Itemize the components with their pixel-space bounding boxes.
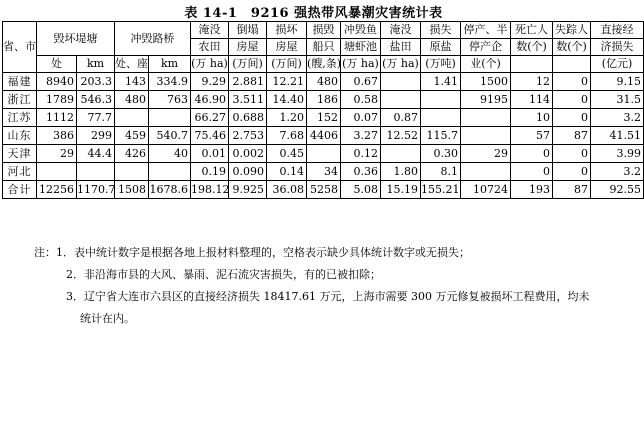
row-province: 合计 — [3, 181, 37, 199]
table-cell: 12 — [511, 73, 553, 91]
table-cell: 87 — [553, 127, 591, 145]
table-cell — [115, 109, 149, 127]
table-cell: 0 — [511, 145, 553, 163]
header-dike: 毁坏堤塘 — [37, 22, 115, 56]
table-cell: 0.002 — [229, 145, 267, 163]
header-dike-count: 处 — [37, 56, 77, 73]
row-province: 福建 — [3, 73, 37, 91]
table-row — [3, 163, 644, 181]
header-salt-loss-3: (万吨) — [421, 56, 461, 73]
table-cell: 0.688 — [229, 109, 267, 127]
header-missing-1: 失踪人 — [553, 22, 591, 39]
table-cell: 12256 — [37, 181, 77, 199]
table-cell — [77, 163, 115, 181]
table-cell: 46.90 — [191, 91, 229, 109]
table-cell: 114 — [511, 91, 553, 109]
table-cell: 299 — [77, 127, 115, 145]
table-cell — [461, 163, 511, 181]
table-cell: 9.15 — [591, 73, 644, 91]
table-cell: 193 — [511, 181, 553, 199]
note-1: 注：1．表中统计数字是根据各地上报材料整理的，空格表示缺少具体统计数字或无损失； — [34, 246, 470, 259]
table-cell: 29 — [37, 145, 77, 163]
table-cell — [149, 163, 191, 181]
table-cell: 540.7 — [149, 127, 191, 145]
table-cell: 1.41 — [421, 73, 461, 91]
table-cell: 92.55 — [591, 181, 644, 199]
table-cell: 480 — [307, 73, 341, 91]
header-bridge-count: 处、座 — [115, 56, 149, 73]
header-damaged-ships-3: (艘,条) — [307, 56, 341, 73]
table-cell: 3.2 — [591, 163, 644, 181]
header-damaged-houses-2: 房屋 — [267, 39, 307, 56]
table-cell: 203.3 — [77, 73, 115, 91]
header-collapsed-houses-3: (万间) — [229, 56, 267, 73]
table-cell: 0.87 — [381, 109, 421, 127]
table-cell — [381, 73, 421, 91]
table-cell: 0 — [553, 145, 591, 163]
table-cell: 10 — [511, 109, 553, 127]
table-cell — [149, 109, 191, 127]
table-cell: 57 — [511, 127, 553, 145]
table-cell: 2.753 — [229, 127, 267, 145]
header-flooded-farmland-3: (万 ha) — [191, 56, 229, 73]
table-cell: 77.7 — [77, 109, 115, 127]
header-bridge: 冲毁路桥 — [115, 22, 191, 56]
header-dike-km: km — [77, 56, 115, 73]
header-salt-loss-1: 损失 — [421, 22, 461, 39]
table-cell: 5.08 — [341, 181, 381, 199]
table-cell: 12.21 — [267, 73, 307, 91]
table-cell: 1500 — [461, 73, 511, 91]
table-row — [3, 145, 644, 163]
table-cell: 66.27 — [191, 109, 229, 127]
statistics-table-container — [2, 21, 644, 199]
header-damaged-houses-1: 损坏 — [267, 22, 307, 39]
table-cell — [421, 91, 461, 109]
table-cell: 334.9 — [149, 73, 191, 91]
table-cell: 152 — [307, 109, 341, 127]
note-2: 2．非沿海市县的大风、暴雨、泥石流灾害损失，有的已被扣除； — [66, 268, 381, 281]
table-row — [3, 91, 644, 109]
table-cell: 44.4 — [77, 145, 115, 163]
table-cell: 9195 — [461, 91, 511, 109]
header-salt-fields-2: 盐田 — [381, 39, 421, 56]
table-cell: 0.58 — [341, 91, 381, 109]
table-cell: 29 — [461, 145, 511, 163]
header-econ-loss-2: 济损失 — [591, 39, 644, 56]
table-cell: 10724 — [461, 181, 511, 199]
table-cell: 12.52 — [381, 127, 421, 145]
table-cell — [461, 109, 511, 127]
table-cell: 1112 — [37, 109, 77, 127]
table-cell: 34 — [307, 163, 341, 181]
table-cell: 0.36 — [341, 163, 381, 181]
table-cell — [381, 145, 421, 163]
header-flooded-farmland-1: 淹没 — [191, 22, 229, 39]
table-cell: 9.925 — [229, 181, 267, 199]
table-cell: 0 — [553, 73, 591, 91]
table-cell: 36.08 — [267, 181, 307, 199]
table-row — [3, 109, 644, 127]
note-3: 3．辽宁省大连市六县区的直接经济损失 18417.61 万元，上海市需要 300 万元修复被损坏工程费用，均未 — [66, 290, 590, 303]
table-cell: 0 — [553, 91, 591, 109]
header-flooded-farmland-2: 农田 — [191, 39, 229, 56]
table-cell: 0.12 — [341, 145, 381, 163]
row-province: 浙江 — [3, 91, 37, 109]
header-enterprises-3: 业(个) — [461, 56, 511, 73]
table-cell: 0 — [511, 163, 553, 181]
note-3-cont: 统计在内。 — [80, 312, 135, 325]
table-cell — [115, 163, 149, 181]
table-cell: 1789 — [37, 91, 77, 109]
table-cell: 3.511 — [229, 91, 267, 109]
row-province: 河北 — [3, 163, 37, 181]
row-province: 天津 — [3, 145, 37, 163]
table-cell: 8.1 — [421, 163, 461, 181]
notes — [34, 242, 624, 330]
table-row — [3, 73, 644, 91]
table-cell — [421, 109, 461, 127]
table-cell: 1.80 — [381, 163, 421, 181]
header-fish-ponds-2: 塘虾池 — [341, 39, 381, 56]
table-cell: 2.881 — [229, 73, 267, 91]
table-cell — [307, 145, 341, 163]
table-cell: 546.3 — [77, 91, 115, 109]
header-deaths-1: 死亡人 — [511, 22, 553, 39]
header-collapsed-houses-1: 倒塌 — [229, 22, 267, 39]
table-cell: 0.30 — [421, 145, 461, 163]
header-damaged-ships-2: 船只 — [307, 39, 341, 56]
header-salt-fields-1: 淹没 — [381, 22, 421, 39]
header-collapsed-houses-2: 房屋 — [229, 39, 267, 56]
header-missing-2: 数(个) — [553, 39, 591, 56]
table-cell: 0.67 — [341, 73, 381, 91]
table-cell: 1.20 — [267, 109, 307, 127]
header-salt-fields-3: (万 ha) — [381, 56, 421, 73]
header-deaths-3 — [511, 56, 553, 73]
table-cell: 1170.7 — [77, 181, 115, 199]
header-bridge-km: km — [149, 56, 191, 73]
table-cell: 0.090 — [229, 163, 267, 181]
table-cell: 7.68 — [267, 127, 307, 145]
table-cell: 15.19 — [381, 181, 421, 199]
table-cell: 386 — [37, 127, 77, 145]
table-cell: 763 — [149, 91, 191, 109]
table-cell: 5258 — [307, 181, 341, 199]
table-cell: 0.45 — [267, 145, 307, 163]
header-econ-loss-1: 直接经 — [591, 22, 644, 39]
table-cell: 143 — [115, 73, 149, 91]
table-cell: 0.01 — [191, 145, 229, 163]
table-cell: 198.12 — [191, 181, 229, 199]
table-cell: 40 — [149, 145, 191, 163]
header-damaged-houses-3: (万间) — [267, 56, 307, 73]
table-cell: 0.19 — [191, 163, 229, 181]
table-cell: 0 — [553, 163, 591, 181]
header-enterprises-1: 停产、半 — [461, 22, 511, 39]
header-fish-ponds-3: (万 ha) — [341, 56, 381, 73]
table-title: 表 14-1 9216 强热带风暴潮灾害统计表 — [184, 6, 443, 21]
table-cell: 480 — [115, 91, 149, 109]
table-cell: 0.07 — [341, 109, 381, 127]
table-cell: 186 — [307, 91, 341, 109]
table-cell: 426 — [115, 145, 149, 163]
table-cell: 4406 — [307, 127, 341, 145]
table-cell: 115.7 — [421, 127, 461, 145]
table-cell: 0.14 — [267, 163, 307, 181]
table-cell: 41.51 — [591, 127, 644, 145]
table-row — [3, 181, 644, 199]
header-damaged-ships-1: 损毁 — [307, 22, 341, 39]
statistics-table — [2, 21, 644, 199]
table-cell: 9.29 — [191, 73, 229, 91]
table-cell — [37, 163, 77, 181]
table-cell: 0 — [553, 109, 591, 127]
table-cell: 1508 — [115, 181, 149, 199]
row-province: 山东 — [3, 127, 37, 145]
table-cell: 87 — [553, 181, 591, 199]
header-province: 省、市 — [3, 22, 37, 73]
table-cell: 75.46 — [191, 127, 229, 145]
table-cell — [381, 91, 421, 109]
table-cell: 3.2 — [591, 109, 644, 127]
header-missing-3 — [553, 56, 591, 73]
table-row — [3, 127, 644, 145]
table-cell: 31.5 — [591, 91, 644, 109]
table-cell: 14.40 — [267, 91, 307, 109]
header-fish-ponds-1: 冲毁鱼 — [341, 22, 381, 39]
header-enterprises-2: 停产企 — [461, 39, 511, 56]
table-cell: 459 — [115, 127, 149, 145]
table-cell: 8940 — [37, 73, 77, 91]
header-econ-loss-3: (亿元) — [591, 56, 644, 73]
header-deaths-2: 数(个) — [511, 39, 553, 56]
table-cell — [461, 127, 511, 145]
table-cell: 3.99 — [591, 145, 644, 163]
table-cell: 3.27 — [341, 127, 381, 145]
header-salt-loss-2: 原盐 — [421, 39, 461, 56]
row-province: 江苏 — [3, 109, 37, 127]
table-body — [3, 73, 644, 199]
table-cell: 155.21 — [421, 181, 461, 199]
table-cell: 1678.6 — [149, 181, 191, 199]
